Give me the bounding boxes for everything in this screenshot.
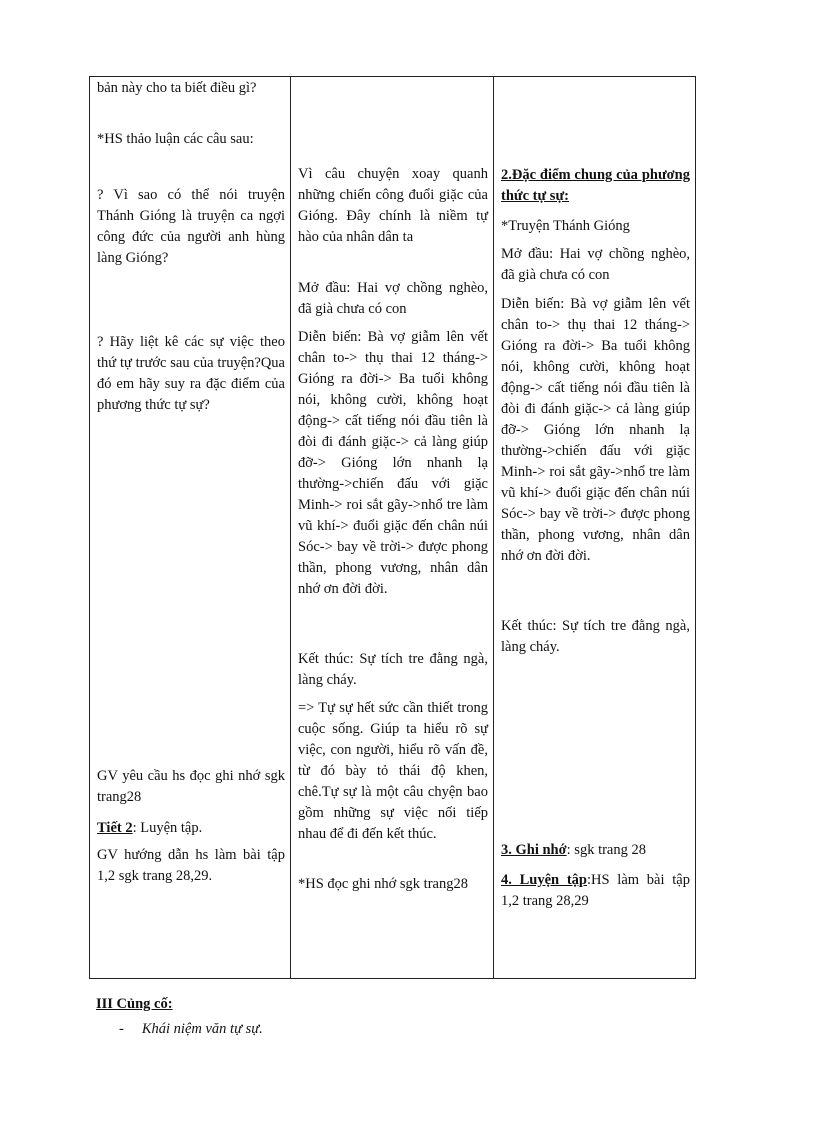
text-development: Diễn biến: Bà vợ giẫm lên vết chân to-> thụ thai 12 tháng-> Gióng ra đời-> Ba tuổi không nói, không cười, không hoạt động-> cất tiếng nói đầu tiên là đòi đi đánh giặc-> cả làng giúp đỡ-> Gióng lớn nhanh lạ thường->chiến đấu với giặc Minh-> roi sắt gãy->nhổ tre làm vũ khí-> đuổi giặc đến chân núi Sóc-> bay về trời-> được phong thần, phong vương, nhân dân nhớ ơn đời đời. [501, 296, 690, 564]
text-opening: Mở đầu: Hai vợ chồng nghèo, đã già chưa có con [501, 246, 690, 283]
practice-label: 4. Luyện tập [501, 872, 587, 888]
text-practice [501, 870, 690, 912]
lesson-2-text: : Luyện tập. [132, 820, 203, 836]
text-conclusion: => Tự sự hết sức cần thiết trong cuộc sống. Giúp ta hiểu rõ sự việc, con người, hiểu rõ vấn đề, từ đó bày tỏ thái độ khen, chê.Tự sự là một câu chyện bao gồm những sự việc nối tiếp nhau để đi đến kết thúc. [298, 700, 488, 842]
text-memorize [501, 840, 690, 861]
column-divider [493, 77, 494, 978]
text-discussion-prompt: *HS thảo luận các câu sau: [97, 131, 254, 147]
memorize-text: : sgk trang 28 [566, 842, 646, 858]
consolidation-item [119, 1021, 263, 1038]
text-question-2: ? Hãy liệt kê các sự việc theo thứ tự trước sau của truyện?Qua đó em hãy suy ra đặc điểm của phương thức tự sự? [97, 334, 285, 413]
memorize-label: 3. Ghi nhớ [501, 842, 567, 858]
text-lesson-2 [97, 818, 285, 839]
text-question-1: ? Vì sao có thể nói truyện Thánh Gióng là truyện ca ngợi công đức của người anh hùng làng Gióng? [97, 187, 285, 266]
bullet-dash: - [119, 1021, 124, 1037]
text-read-memorize: *HS đọc ghi nhớ sgk trang28 [298, 876, 468, 892]
column-divider [290, 77, 291, 978]
practice-text: :HS làm bài tập 1,2 trang 28,29 [501, 872, 690, 909]
section-heading-2: 2.Đặc điểm chung của phương thức tự sự: [501, 167, 690, 204]
text-story-title: *Truyện Thánh Gióng [501, 218, 630, 234]
lesson-table [89, 76, 696, 979]
text-ending: Kết thúc: Sự tích tre đằng ngà, làng cháy. [501, 618, 690, 655]
text-opening: Mở đầu: Hai vợ chồng nghèo, đã già chưa có con [298, 280, 488, 317]
text-memorize-instruction: GV yêu cầu hs đọc ghi nhớ sgk trang28 [97, 768, 285, 805]
consolidation-section [96, 993, 696, 1015]
consolidation-item-text: Khái niệm văn tự sự. [141, 1021, 263, 1037]
consolidation-heading: III Củng cố: [96, 996, 173, 1012]
text-ending: Kết thúc: Sự tích tre đằng ngà, làng cháy. [298, 651, 488, 688]
text-question-intro: bản này cho ta biết điều gì? [97, 80, 257, 96]
lesson-2-label: Tiết 2 [97, 820, 133, 836]
text-development: Diễn biến: Bà vợ giẫm lên vết chân to-> thụ thai 12 tháng-> Gióng ra đời-> Ba tuổi không nói, không cười, không hoạt động-> cất tiếng nói đầu tiên là đòi đi đánh giặc-> cả làng giúp đỡ-> Gióng lớn nhanh lạ thường->chiến đấu với giặc Minh-> roi sắt gãy->nhổ tre làm vũ khí-> đuổi giặc đến chân núi Sóc-> bay về trời-> được phong thần, phong vương, nhân dân nhớ ơn đời đời. [298, 329, 488, 597]
text-answer-1: Vì câu chuyện xoay quanh những chiến công đuổi giặc của Gióng. Đây chính là niềm tự hào của nhân dân ta [298, 166, 488, 245]
text-exercise-instruction: GV hướng dẫn hs làm bài tập 1,2 sgk trang 28,29. [97, 847, 285, 884]
